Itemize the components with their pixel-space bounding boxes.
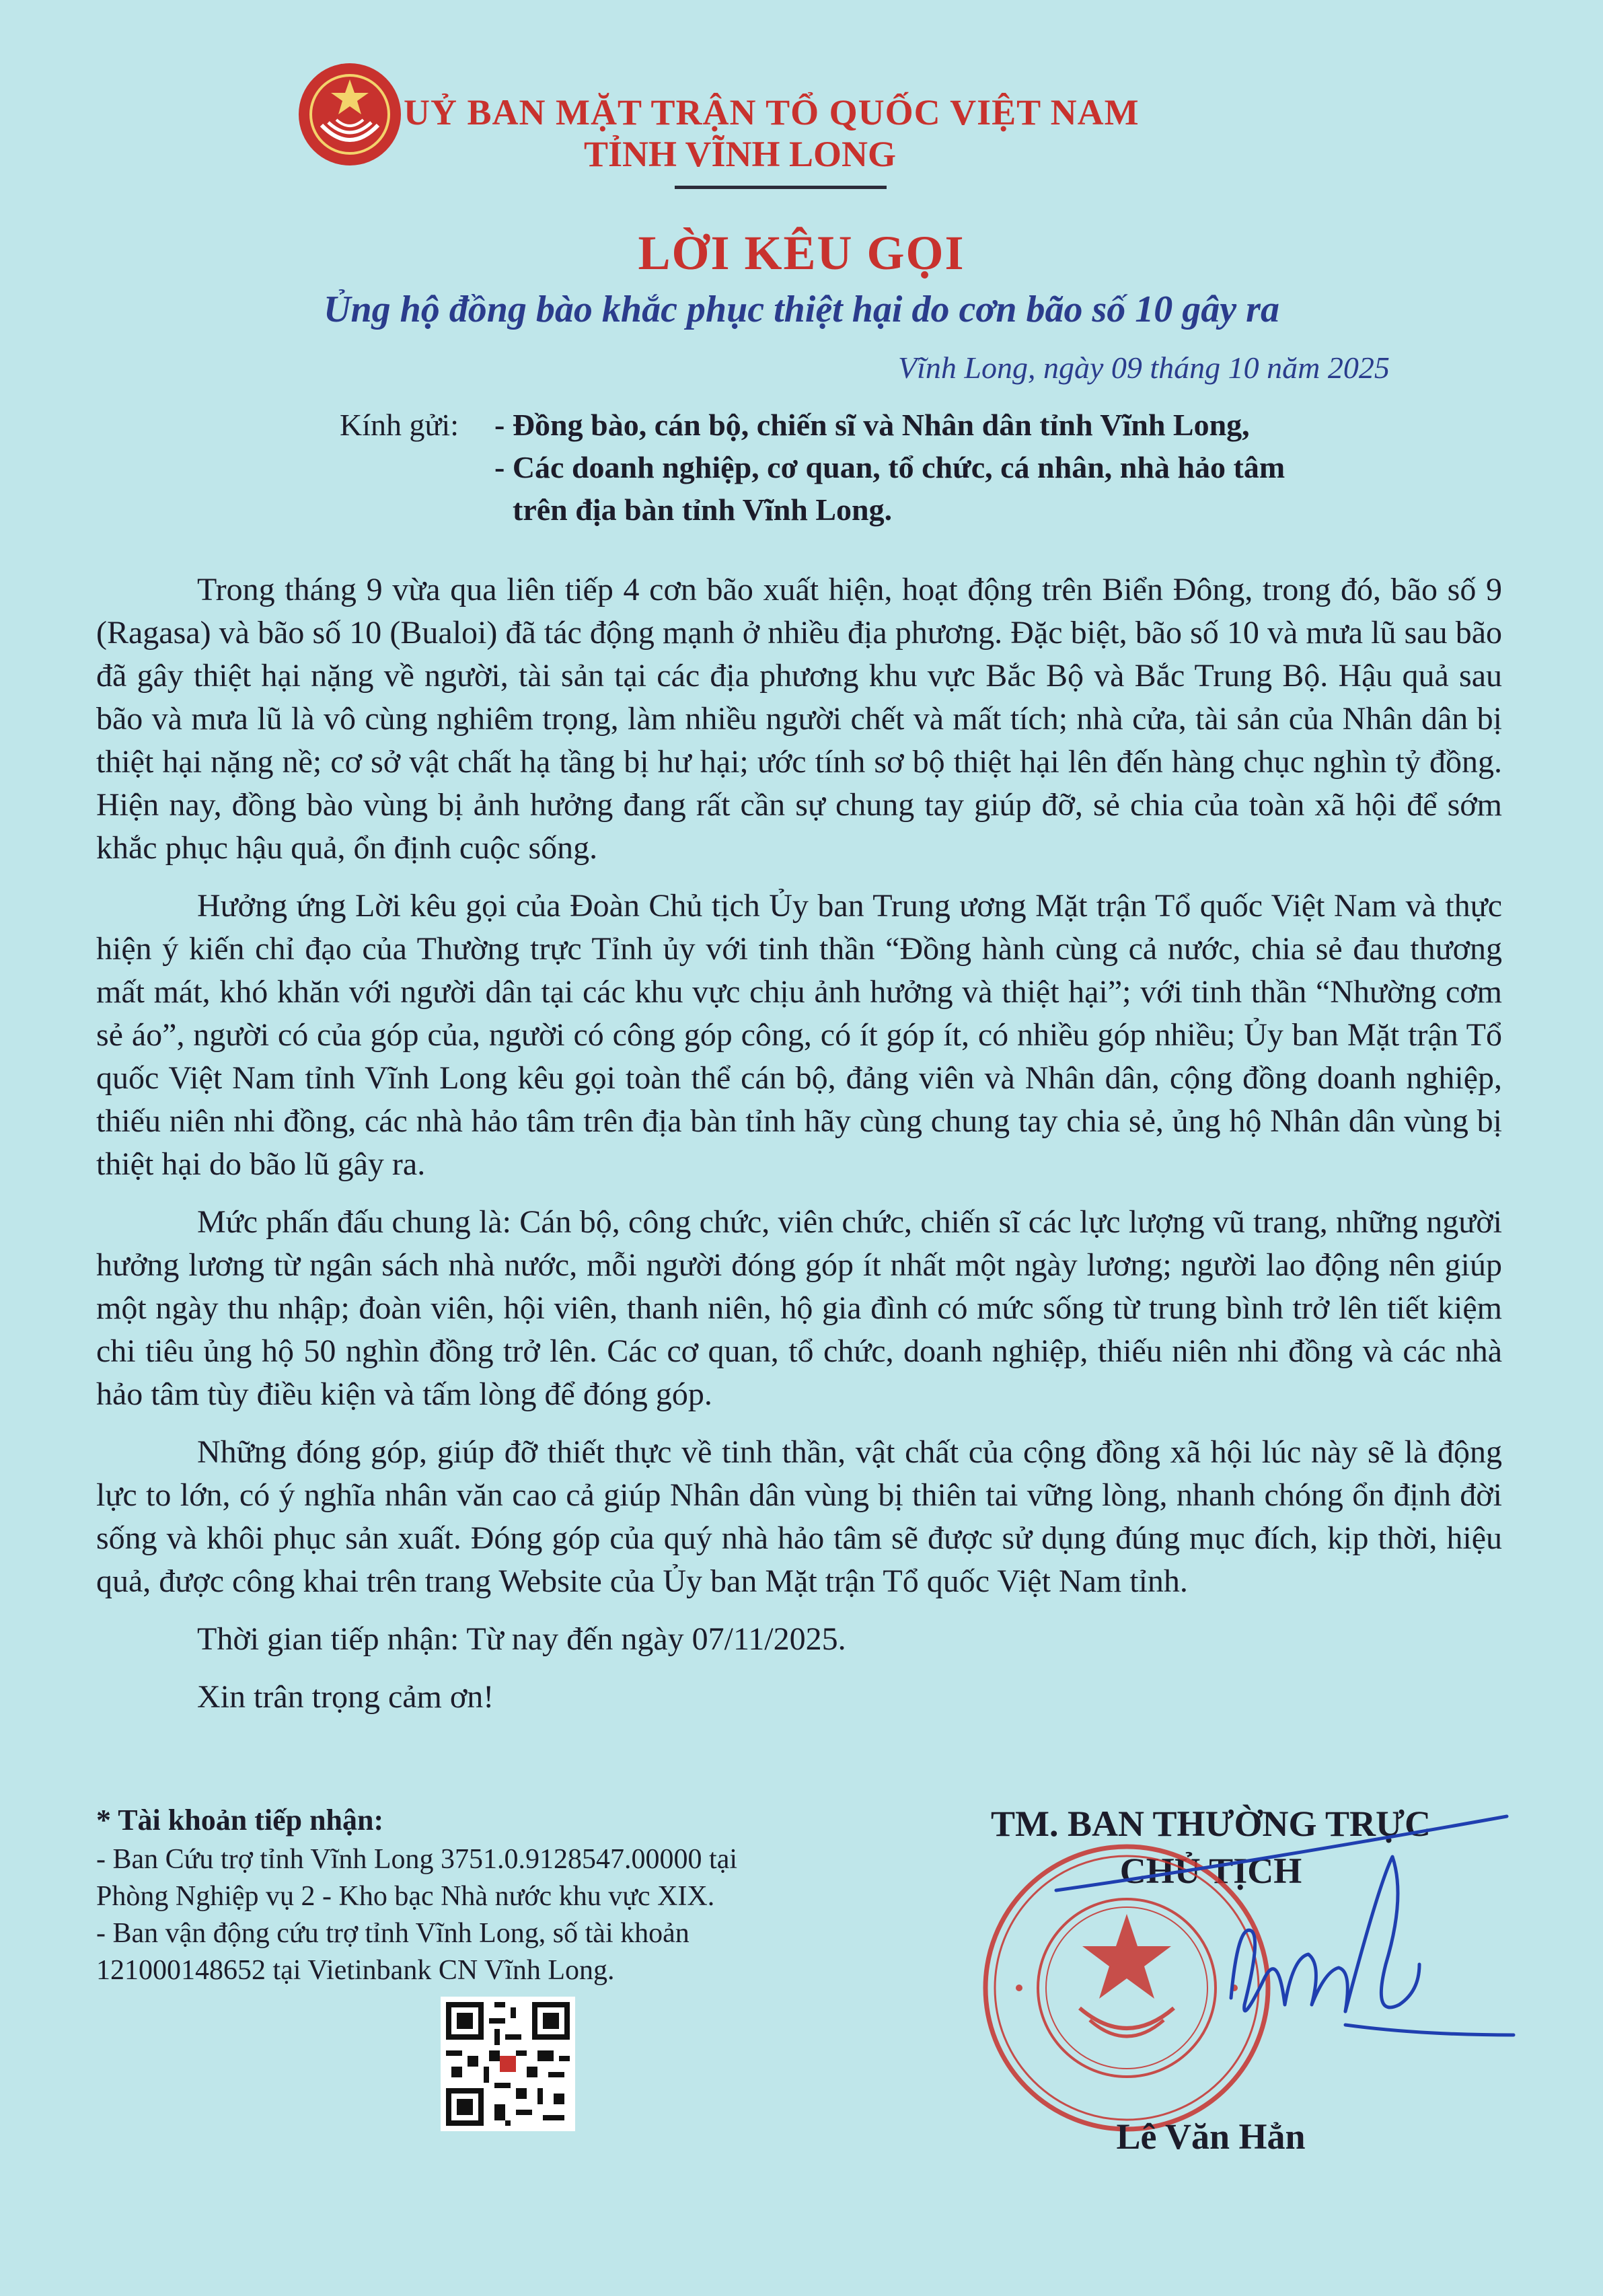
- signature-title: TM. BAN THƯỜNG TRỰC: [990, 1804, 1431, 1844]
- account-line: 121000148652 tại Vietinbank CN Vĩnh Long.: [96, 1955, 615, 1986]
- account-line: Phòng Nghiệp vụ 2 - Kho bạc Nhà nước khu vực XIX.: [96, 1881, 715, 1912]
- header-divider: [675, 186, 887, 189]
- document-title: LỜI KÊU GỌI: [638, 226, 965, 280]
- handwritten-signature: [1043, 1803, 1547, 2085]
- recipient-line: - Các doanh nghiệp, cơ quan, tổ chức, cá nhân, nhà hảo tâm: [494, 450, 1285, 484]
- body-paragraph: Xin trân trọng cảm ơn!: [197, 1679, 494, 1715]
- body-paragraph: Những đóng góp, giúp đỡ thiết thực về tinh thần, vật chất của cộng đồng xã hội lúc này sẽ là động lực to lớn, có ý nghĩa nhân văn cao cả giúp Nhân dân vùng bị thiên tai vững lòng, nhanh chóng ổn định đời sống và khôi phục sản xuất. Đóng góp của quý nhà hảo tâm sẽ được sử dụng đúng mục đích, kịp thời, hiệu quả, được công khai trên trang Website của Ủy ban Mặt trận Tổ quốc Việt Nam tỉnh.: [96, 1434, 1502, 1599]
- recipient-line: trên địa bàn tỉnh Vĩnh Long.: [513, 492, 893, 527]
- organization-province: TỈNH VĨNH LONG: [583, 134, 897, 174]
- signature-role: CHỦ TỊCH: [1119, 1851, 1302, 1891]
- body-paragraph: Trong tháng 9 vừa qua liên tiếp 4 cơn bão xuất hiện, hoạt động trên Biển Đông, trong đó, bão số 9 (Ragasa) và bão số 10 (Bualoi) đã tác động mạnh ở nhiều địa phương. Đặc biệt, bão số 10 và mưa lũ sau bão đã gây thiệt hại nặng về người, tài sản tại các địa phương khu vực Bắc Bộ và Bắc Trung Bộ. Hậu quả sau bão và mưa lũ là vô cùng nghiêm trọng, làm nhiều người chết và mất tích; nhà cửa, tài sản của Nhân dân bị thiệt hại nặng nề; cơ sở vật chất hạ tầng bị hư hại; ước tính sơ bộ thiệt hại lên đến hàng chục nghìn tỷ đồng. Hiện nay, đồng bào vùng bị ảnh hưởng đang rất cần sự chung tay giúp đỡ, sẻ chia của toàn xã hội để sớm khắc phục hậu quả, ổn định cuộc sống.: [96, 572, 1502, 866]
- qr-code[interactable]: [441, 1997, 575, 2131]
- account-line: - Ban vận động cứu trợ tỉnh Vĩnh Long, số tài khoản: [96, 1918, 689, 1949]
- body-paragraph: Thời gian tiếp nhận: Từ nay đến ngày 07/11/2025.: [197, 1621, 846, 1657]
- body-paragraph: Hưởng ứng Lời kêu gọi của Đoàn Chủ tịch Ủy ban Trung ương Mặt trận Tổ quốc Việt Nam và thực hiện ý kiến chỉ đạo của Thường trực Tỉnh ủy với tinh thần “Đồng hành cùng cả nước, chia sẻ đau thương mất mát, khó khăn với người dân tại các khu vực chịu ảnh hưởng và thiệt hại”; với tinh thần “Nhường cơm sẻ áo”, người có của góp của, người có công góp công, có ít góp ít, có nhiều góp nhiều; Ủy ban Mặt trận Tổ quốc Việt Nam tỉnh Vĩnh Long kêu gọi toàn thể cán bộ, đảng viên và Nhân dân, cộng đồng doanh nghiệp, thiếu niên nhi đồng, các nhà hảo tâm trên địa bàn tỉnh hãy cùng chung tay chia sẻ, ủng hộ Nhân dân vùng bị thiệt hại do bão lũ gây ra.: [96, 888, 1502, 1182]
- document-body: [96, 568, 1502, 1734]
- signer-name: Lê Văn Hẳn: [1116, 2116, 1306, 2157]
- organization-name: UỶ BAN MẶT TRẬN TỔ QUỐC VIỆT NAM: [404, 92, 1140, 133]
- body-paragraph: Mức phấn đấu chung là: Cán bộ, công chức, viên chức, chiến sĩ các lực lượng vũ trang, những người hưởng lương từ ngân sách nhà nước, mỗi người đóng góp ít nhất một ngày lương; người lao động nên giúp một ngày thu nhập; đoàn viên, hội viên, thanh niên, hộ gia đình có mức sống từ trung bình trở lên tiết kiệm chi tiêu ủng hộ 50 nghìn đồng trở lên. Các cơ quan, tổ chức, doanh nghiệp, thiếu niên nhi đồng và các nhà hảo tâm tùy điều kiện và tấm lòng để đóng góp.: [96, 1204, 1502, 1412]
- recipient-line: - Đồng bào, cán bộ, chiến sĩ và Nhân dân tỉnh Vĩnh Long,: [494, 408, 1250, 442]
- front-emblem-logo: [296, 61, 404, 168]
- accounts-title: * Tài khoản tiếp nhận:: [96, 1804, 384, 1837]
- document-subtitle: Ủng hộ đồng bào khắc phục thiệt hại do cơn bão số 10 gây ra: [324, 289, 1279, 330]
- recipients-label: Kính gửi:: [340, 408, 459, 442]
- document-date: Vĩnh Long, ngày 09 tháng 10 năm 2025: [898, 350, 1390, 385]
- account-line: - Ban Cứu trợ tỉnh Vĩnh Long 3751.0.9128547.00000 tại: [96, 1844, 737, 1875]
